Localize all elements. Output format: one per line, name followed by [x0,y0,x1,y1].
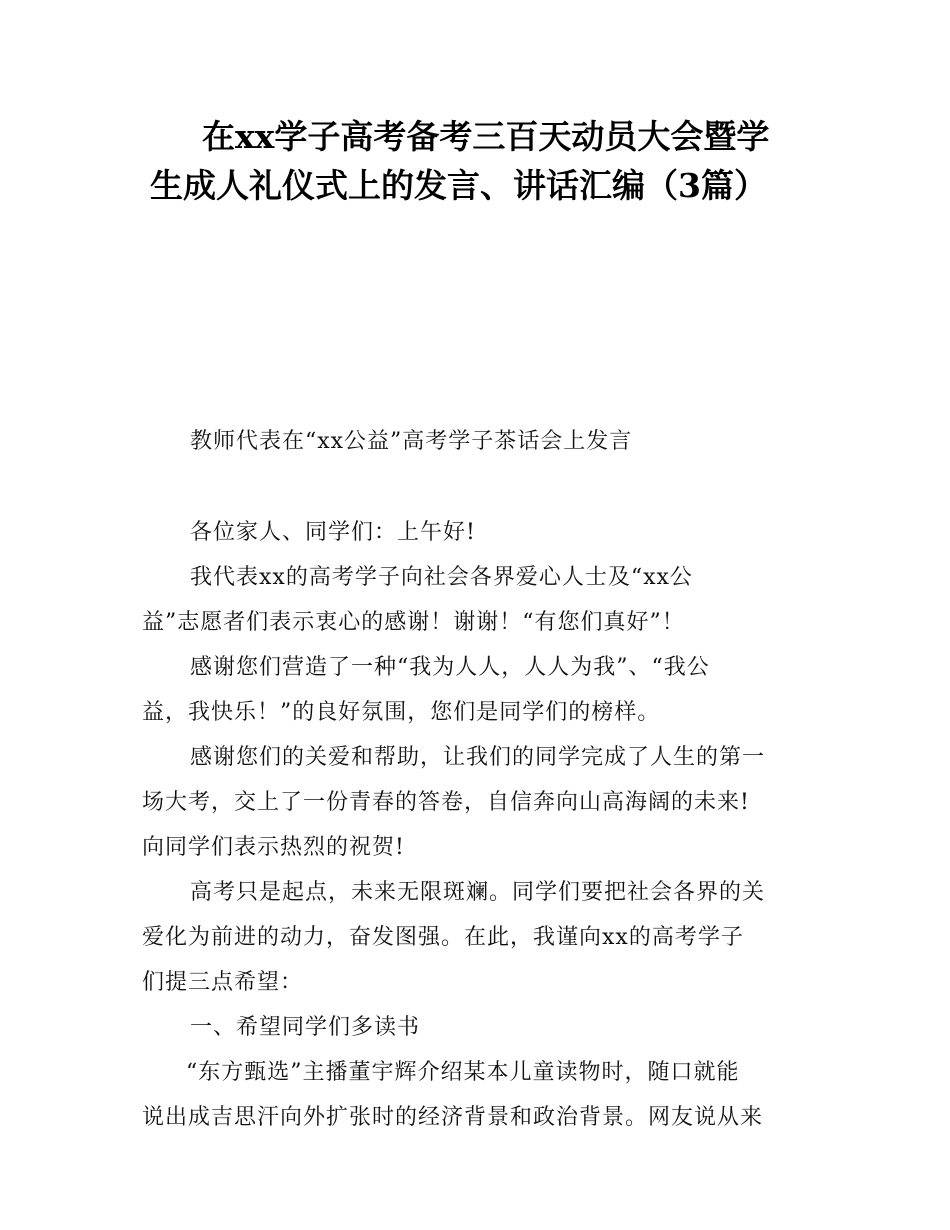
paragraph-line: 说出成吉思汗向外扩张时的经济背景和政治背景。网友说从来 [142,1105,764,1130]
title-line-2: 生成人礼仪式上的发言、讲话汇编（3篇） [150,166,767,205]
paragraph-line: 我代表xx的高考学子向社会各界爱心人士及“xx公 [190,565,693,590]
paragraph-line: 高考只是起点，未来无限斑斓。同学们要把社会各界的关 [190,880,766,905]
greeting-line: 各位家人、同学们：上午好! [190,520,476,545]
paragraph-line: 爱化为前进的动力，奋发图强。在此，我谨向xx的高考学子 [142,925,744,950]
paragraph-line: 们提三点希望： [142,970,304,995]
speech-body [142,510,822,1140]
paragraph-line: 感谢您们营造了一种“我为人人，人人为我”、“我公 [190,655,710,680]
document-title [150,112,830,210]
paragraph-line: “东方甄选”主播董宇辉介绍某本儿童读物时，随口就能 [186,1060,740,1085]
paragraph-line: 向同学们表示热烈的祝贺! [142,835,405,860]
title-line-1: 在xx学子高考备考三百天动员大会暨学 [202,117,770,156]
paragraph-line: 益”志愿者们表示衷心的感谢！谢谢！“有您们真好”！ [142,610,685,635]
paragraph-line: 场大考，交上了一份青春的答卷，自信奔向山高海阔的未来! [142,790,750,815]
speech-heading: 教师代表在“xx公益”高考学子茶话会上发言 [190,429,633,454]
paragraph-line: 感谢您们的关爱和帮助，让我们的同学完成了人生的第一 [190,745,766,770]
paragraph-line: 益，我快乐！”的良好氛围，您们是同学们的榜样。 [142,700,661,725]
section-heading: 一、希望同学们多读书 [190,1015,421,1040]
